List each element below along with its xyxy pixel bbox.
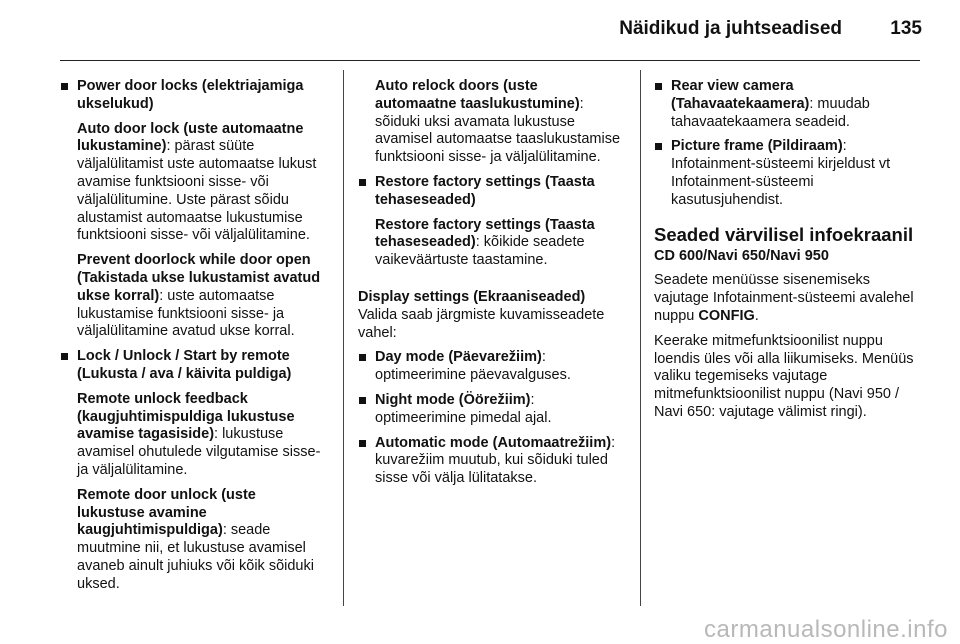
watermark: carmanualsonline.info [704, 616, 948, 643]
item-text: : Infotainment-süsteemi kirjeldust vt Infotainment-süsteemi kasutusjuhendist. [671, 138, 891, 208]
item-text: : optimeerimine pimedal ajal. [375, 391, 552, 426]
bullet-night-mode [358, 392, 623, 428]
display-settings-heading: Display settings (Ekraaniseaded) [358, 288, 586, 305]
header-rule [60, 60, 920, 61]
bullet-square-icon [61, 353, 68, 360]
column-1 [60, 78, 327, 601]
sub-text: : lukustuse avamisel ohutulede vilgutamise sisse- ja väljalülitamine. [77, 426, 321, 478]
sub-title: Remote unlock feedback (kaugjuhtimispuldiga lukustuse avamise tagasiside) [77, 390, 295, 443]
bullet-automatic-mode [358, 435, 623, 488]
item-title: Restore factory settings (Taasta tehaseseaded) [375, 173, 595, 208]
item-title: Rear view camera (Tahavaatekaamera) [671, 78, 810, 112]
sub-title: Restore factory settings (Taasta tehaseseaded) [375, 216, 595, 251]
item-title: Night mode (Öörežiim) [375, 391, 531, 408]
config-keyword: CONFIG [698, 307, 755, 324]
bullet-square-icon [655, 83, 662, 90]
bullet-square-icon [61, 83, 68, 90]
sub-paragraph [77, 487, 327, 594]
page-header [0, 0, 960, 60]
relock-paragraph [358, 78, 623, 167]
item-title: Power door locks (elektriajamiga ukselukud) [77, 78, 304, 112]
sub-text: : kõikide seadete vaikeväärtuste taastamine. [375, 234, 585, 269]
sub-text: : seade muutmine nii, et lukustuse avamisel avaneb ainult juhiuks või kõik sõiduki uksed. [77, 522, 314, 592]
bullet-picture-frame [654, 138, 924, 209]
sub-paragraph [77, 252, 327, 341]
bullet-square-icon [655, 143, 662, 150]
column-divider [640, 70, 641, 606]
item-title: Day mode (Päevarežiim) [375, 349, 542, 366]
page-number: 135 [890, 18, 922, 39]
item-text: : optimeerimine päevavalguses. [375, 349, 571, 384]
bullet-square-icon [359, 354, 366, 361]
sub-title: Auto door lock (uste automaatne lukustamine) [77, 120, 304, 155]
column-divider [343, 70, 344, 606]
display-settings-text: Valida saab järgmiste kuvamisseadete vahel: [358, 306, 605, 341]
sub-text: : pärast süüte väljalülitamist uste automaatse lukust avamise funktsiooni sisse- või väljalülitumine. Uste pärast sõidu alustamist automaatse lukustumise funktsiooni sisse- või väljalülitamine. [77, 138, 317, 244]
sub-paragraph [77, 121, 327, 246]
para-end: . [754, 307, 759, 324]
bullet-restore [358, 174, 623, 270]
bullet-remote [60, 348, 327, 593]
bullet-power-door-locks [60, 78, 327, 341]
column-2 [358, 78, 623, 495]
section-subheading: CD 600/Navi 650/Navi 950 [654, 247, 829, 264]
item-title: Lock / Unlock / Start by remote (Lukusta / ava / käivita puldiga) [77, 348, 292, 382]
bullet-square-icon [359, 179, 366, 186]
bullet-square-icon [359, 440, 366, 447]
sub-title: Prevent doorlock while door open (Takistada ukse lukustamist avatud ukse korral) [77, 252, 321, 304]
para-text: Seadete menüüsse sisenemiseks vajutage Infotainment-süsteemi avalehel nuppu [654, 272, 914, 324]
bullet-day-mode [358, 349, 623, 385]
knob-paragraph: Keerake mitmefunktsioonilist nuppu loendis üles või alla liikumiseks. Menüüs valiku tegemiseks vajutage mitmefunktsioonilist nuppu (Navi 950 / Navi 650: vajutage välimist ringi). [654, 332, 914, 420]
item-title: Picture frame (Pildiraam) [671, 138, 843, 155]
column-3 [654, 78, 924, 429]
section-heading: Seaded värvilisel infoekraanil [654, 223, 914, 245]
sub-paragraph [77, 391, 327, 480]
config-paragraph [654, 272, 924, 325]
sub-text: : uste automaatse lukustamise funktsiooni sisse- ja väljalülitamine avatud ukse korral. [77, 287, 295, 340]
sub-text: : sõiduki uksi avamata lukustuse avamisel automaatse taaslukustamise funktsiooni sisse- ja väljalülitamine. [375, 95, 621, 166]
item-text: : kuvarežiim muutub, kui sõiduki tuled sisse või välja lülitatakse. [375, 434, 616, 487]
bullet-rear-camera [654, 78, 924, 131]
bullet-square-icon [359, 397, 366, 404]
item-text: : muudab tahavaatekaamera seadeid. [671, 95, 870, 130]
item-title: Automatic mode (Automaatrežiim) [375, 434, 612, 451]
sub-paragraph [375, 217, 623, 270]
sub-title: Remote door unlock (uste lukustuse avamine kaugjuhtimispuldiga) [77, 486, 256, 539]
header-title: Näidikud ja juhtseadised [619, 18, 842, 39]
sub-title: Auto relock doors (uste automaatne taaslukustumine) [375, 78, 580, 112]
